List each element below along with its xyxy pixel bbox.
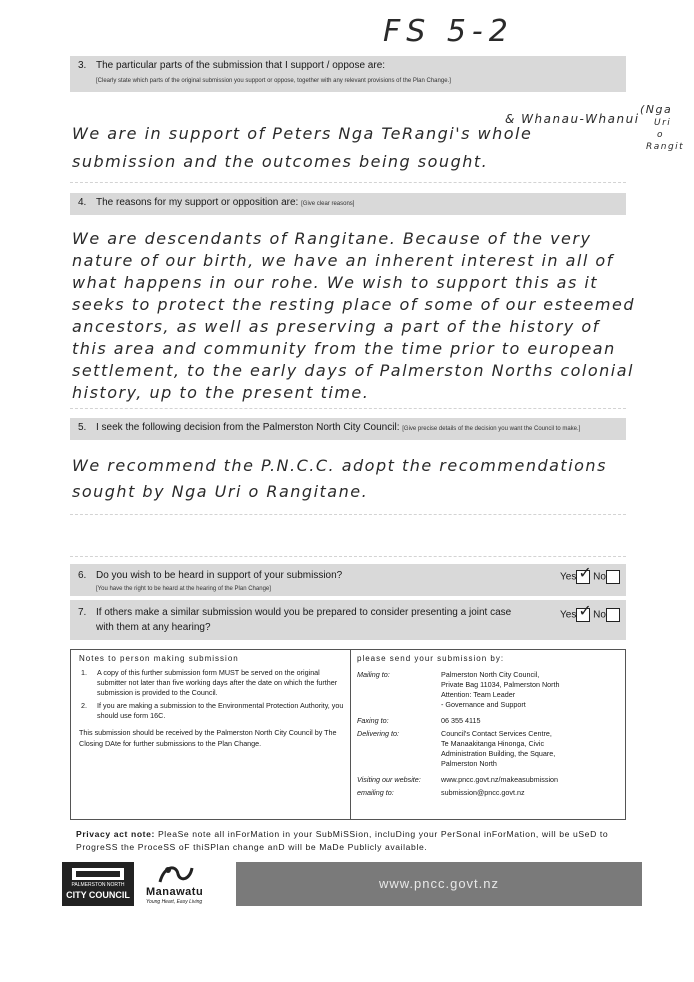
margin-note-o: o: [657, 130, 665, 140]
section-4-line-4: seeks to protect the resting place of some of our esteemed: [72, 295, 635, 314]
section-7-number: 7.: [78, 607, 87, 618]
manawatu-swirl-icon: [156, 862, 196, 886]
section-6-yes-label: Yes: [560, 571, 577, 583]
email-row: [357, 788, 619, 798]
section-7-yes-label: Yes: [560, 609, 577, 621]
mailing-label: Mailing to:: [357, 670, 390, 679]
deliver-line: Administration Building, the Square,: [441, 749, 556, 758]
section-6-no-label: No: [593, 571, 606, 583]
deliver-label: Delivering to:: [357, 729, 399, 738]
section-6-number: 6.: [78, 570, 87, 581]
section-6-no-checkbox[interactable]: [606, 570, 620, 584]
section-6-yes-checkbox[interactable]: [576, 565, 592, 584]
section-4-line-5: ancestors, as well as preserving a part of the history of: [72, 317, 600, 336]
website-row: [357, 775, 619, 785]
ruled-line: [70, 408, 626, 409]
section-5-header: [70, 418, 626, 440]
notes-item-number: 2.: [81, 701, 87, 710]
notes-item: [79, 701, 345, 721]
pncc-logo-mark-inner: [76, 871, 120, 877]
section-7-question-line-1: If others make a similar submission would you be prepared to consider presenting a joint case: [96, 607, 512, 618]
notes-item-text: If you are making a submission to the Environmental Protection Authority, you should use form 16C.: [97, 701, 344, 720]
ruled-line: [70, 556, 626, 557]
manawatu-name: Manawatu: [146, 886, 204, 898]
section-6-header: [70, 564, 626, 596]
section-7-header: [70, 600, 626, 640]
notes-list: [79, 668, 345, 721]
notes-to-submitter: [79, 654, 345, 749]
mailing-row: [357, 670, 619, 710]
deliver-row: [357, 729, 619, 769]
notes-item-text: A copy of this further submission form MUST be served on the original submitter not later than five working days after the date on which the further submission is provided to the Council.: [97, 668, 338, 697]
section-7-yes-checkbox[interactable]: [576, 603, 592, 622]
deliver-line: Council's Contact Services Centre,: [441, 729, 552, 738]
section-5-line-2: sought by Nga Uri o Rangitane.: [72, 482, 369, 501]
email-label: emailing to:: [357, 788, 394, 797]
section-4-line-6: this area and community from the time prior to european: [72, 339, 616, 358]
section-4-number: 4.: [78, 197, 87, 208]
section-4-line-7: settlement, to the early days of Palmerston Norths colonial: [72, 361, 634, 380]
privacy-note: [76, 828, 626, 854]
section-4-line-3: what happens in our rohe. We wish to support this as it: [72, 273, 599, 292]
section-5-hint: [Give precise details of the decision you want the Council to make.]: [402, 426, 581, 432]
section-4-question-text: The reasons for my support or opposition are:: [96, 197, 299, 208]
section-5-line-1: We recommend the P.N.C.C. adopt the recommendations: [72, 456, 607, 475]
manawatu-logo: [142, 862, 216, 906]
section-4-hint: [Give clear reasons]: [301, 201, 355, 207]
section-6-options: [560, 565, 620, 584]
privacy-text: PleaSe note all inForMation in your SubMiSSion, incluDing your PerSonal inForMation, will be uSeD to ProgreSS the ProceSS oF thiSPlan change anD will be MaDe Publicly available.: [76, 829, 609, 852]
section-4-line-1: We are descendants of Rangitane. Because of the very: [72, 229, 592, 248]
footer-website[interactable]: www.pncc.govt.nz: [378, 876, 500, 891]
footer-website-bar: [236, 862, 642, 906]
document-reference: FS 5-2: [383, 14, 514, 49]
fax-value: 06 355 4115: [441, 716, 481, 725]
notes-box: [70, 649, 626, 820]
notes-item-number: 1.: [81, 668, 87, 677]
section-6-question: Do you wish to be heard in support of your submission?: [96, 570, 343, 581]
section-4-line-2: nature of our birth, we have an inherent interest in all of: [72, 251, 614, 270]
section-5-number: 5.: [78, 422, 87, 433]
section-5-question: [96, 422, 580, 433]
checkmark-icon: ✓: [578, 603, 592, 620]
margin-note-whanau: & Whanau-Whanui: [505, 112, 640, 126]
manawatu-tagline: Young Heart, Easy Living: [146, 899, 203, 905]
section-3-hint: [Clearly state which parts of the original submission you support or oppose, together with any relevant provisions of the Plan Change.]: [96, 78, 451, 84]
website-label: Visiting our website:: [357, 775, 421, 784]
pncc-logo: [62, 862, 134, 906]
margin-note-rangit: Rangit: [646, 142, 685, 152]
notes-item: [79, 668, 345, 698]
section-6-hint: [You have the right to be heard at the hearing of the Plan Change]: [96, 586, 271, 592]
section-3-question: The particular parts of the submission that I support / oppose are:: [96, 60, 386, 71]
mailing-line: Attention: Team Leader: [441, 690, 516, 699]
deliver-line: Te Manaakitanga Hinonga, Civic: [441, 739, 545, 748]
section-7-no-label: No: [593, 609, 606, 621]
margin-note-nga: (Nga: [640, 103, 673, 116]
send-submission: [357, 654, 619, 801]
notes-closing: This submission should be received by the Palmerston North City Council by The Closing DAte for further submissions to the Plan Change.: [79, 728, 337, 748]
mailing-line: Private Bag 11034, Palmerston North: [441, 680, 560, 689]
mailing-line: - Governance and Support: [441, 700, 526, 709]
section-3-line-2: submission and the outcomes being sought.: [72, 152, 489, 171]
fax-row: [357, 716, 619, 726]
ruled-line: [70, 514, 626, 515]
privacy-label: Privacy act note:: [76, 829, 155, 839]
pncc-logo-line-2: CITY COUNCIL: [66, 890, 130, 900]
deliver-line: Palmerston North: [441, 759, 497, 768]
mailing-address: [441, 670, 619, 710]
deliver-address: [441, 729, 619, 769]
section-5-question-text: I seek the following decision from the Palmerston North City Council:: [96, 422, 400, 433]
section-4-header: [70, 193, 626, 215]
website-link[interactable]: www.pncc.govt.nz/makeasubmission: [441, 775, 559, 784]
section-4-question: [96, 197, 354, 208]
section-3-line-1: We are in support of Peters Nga TeRangi's whole: [72, 124, 533, 143]
pncc-logo-line-1: PALMERSTON NORTH: [71, 882, 125, 888]
section-4-line-8: history, up to the present time.: [72, 383, 370, 402]
section-7-no-checkbox[interactable]: [606, 608, 620, 622]
fax-label: Faxing to:: [357, 716, 389, 725]
section-7-options: [560, 603, 620, 622]
checkmark-icon: ✓: [578, 565, 592, 582]
notes-heading: Notes to person making submission: [79, 654, 239, 663]
ruled-line: [70, 182, 626, 183]
margin-note-uri: Uri: [654, 118, 672, 128]
section-3-header: [70, 56, 626, 92]
notes-divider: [350, 650, 351, 819]
section-3-number: 3.: [78, 60, 87, 71]
section-7-question-line-2: with them at any hearing?: [96, 622, 211, 633]
mailing-line: Palmerston North City Council,: [441, 670, 540, 679]
send-heading: please send your submission by:: [357, 654, 505, 663]
email-link[interactable]: submission@pncc.govt.nz: [441, 788, 525, 797]
